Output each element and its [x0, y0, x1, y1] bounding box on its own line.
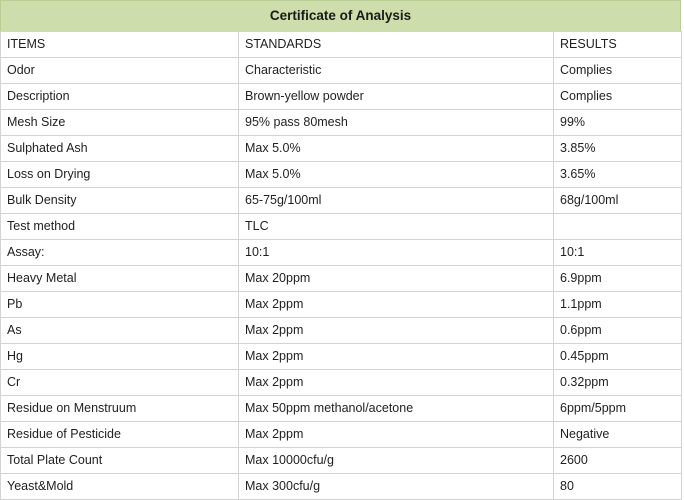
page-title: Certificate of Analysis	[0, 0, 681, 31]
table-row	[1, 162, 682, 188]
table-row	[1, 214, 682, 240]
cell-item: Assay:	[1, 240, 239, 266]
table-row	[1, 396, 682, 422]
cell-standard: Max 2ppm	[239, 344, 554, 370]
column-header-items: ITEMS	[1, 32, 239, 58]
cell-standard: 10:1	[239, 240, 554, 266]
cell-result: 6.9ppm	[554, 266, 682, 292]
table-row	[1, 266, 682, 292]
cell-standard: Max 2ppm	[239, 422, 554, 448]
cell-item: Loss on Drying	[1, 162, 239, 188]
cell-item: Residue of Pesticide	[1, 422, 239, 448]
table-row	[1, 474, 682, 500]
cell-result: 80	[554, 474, 682, 500]
cell-standard: Max 300cfu/g	[239, 474, 554, 500]
cell-standard: Max 10000cfu/g	[239, 448, 554, 474]
table-row	[1, 110, 682, 136]
cell-item: Heavy Metal	[1, 266, 239, 292]
cell-standard: TLC	[239, 214, 554, 240]
table-row	[1, 240, 682, 266]
table-row	[1, 344, 682, 370]
table-row	[1, 370, 682, 396]
cell-standard: Brown-yellow powder	[239, 84, 554, 110]
cell-result: 0.45ppm	[554, 344, 682, 370]
cell-result: 2600	[554, 448, 682, 474]
cell-standard: Characteristic	[239, 58, 554, 84]
cell-result	[554, 214, 682, 240]
cell-item: Cr	[1, 370, 239, 396]
column-header-results: RESULTS	[554, 32, 682, 58]
cell-result: Complies	[554, 58, 682, 84]
cell-item: Bulk Density	[1, 188, 239, 214]
cell-item: Pb	[1, 292, 239, 318]
cell-standard: Max 2ppm	[239, 318, 554, 344]
cell-standard: 65-75g/100ml	[239, 188, 554, 214]
table-row	[1, 136, 682, 162]
cell-result: 0.32ppm	[554, 370, 682, 396]
cell-result: 6ppm/5ppm	[554, 396, 682, 422]
cell-result: 10:1	[554, 240, 682, 266]
cell-result: 1.1ppm	[554, 292, 682, 318]
cell-standard: Max 2ppm	[239, 292, 554, 318]
cell-item: Test method	[1, 214, 239, 240]
cell-item: Hg	[1, 344, 239, 370]
table-row	[1, 188, 682, 214]
cell-result: Complies	[554, 84, 682, 110]
cell-result: 3.65%	[554, 162, 682, 188]
cell-item: As	[1, 318, 239, 344]
cell-result: Negative	[554, 422, 682, 448]
table-row	[1, 318, 682, 344]
cell-item: Residue on Menstruum	[1, 396, 239, 422]
table-body	[1, 58, 682, 500]
table-row	[1, 58, 682, 84]
cell-standard: 95% pass 80mesh	[239, 110, 554, 136]
cell-item: Description	[1, 84, 239, 110]
cell-standard: Max 2ppm	[239, 370, 554, 396]
cell-standard: Max 50ppm methanol/acetone	[239, 396, 554, 422]
cell-item: Yeast&Mold	[1, 474, 239, 500]
cell-standard: Max 5.0%	[239, 136, 554, 162]
cell-item: Sulphated Ash	[1, 136, 239, 162]
cell-result: 3.85%	[554, 136, 682, 162]
column-header-standards: STANDARDS	[239, 32, 554, 58]
table-row	[1, 448, 682, 474]
table-header-row	[1, 32, 682, 58]
table-row	[1, 292, 682, 318]
cell-item: Mesh Size	[1, 110, 239, 136]
cell-result: 68g/100ml	[554, 188, 682, 214]
cell-result: 99%	[554, 110, 682, 136]
cell-standard: Max 20ppm	[239, 266, 554, 292]
table-row	[1, 422, 682, 448]
cell-item: Odor	[1, 58, 239, 84]
cell-result: 0.6ppm	[554, 318, 682, 344]
table-row	[1, 84, 682, 110]
cell-item: Total Plate Count	[1, 448, 239, 474]
cell-standard: Max 5.0%	[239, 162, 554, 188]
